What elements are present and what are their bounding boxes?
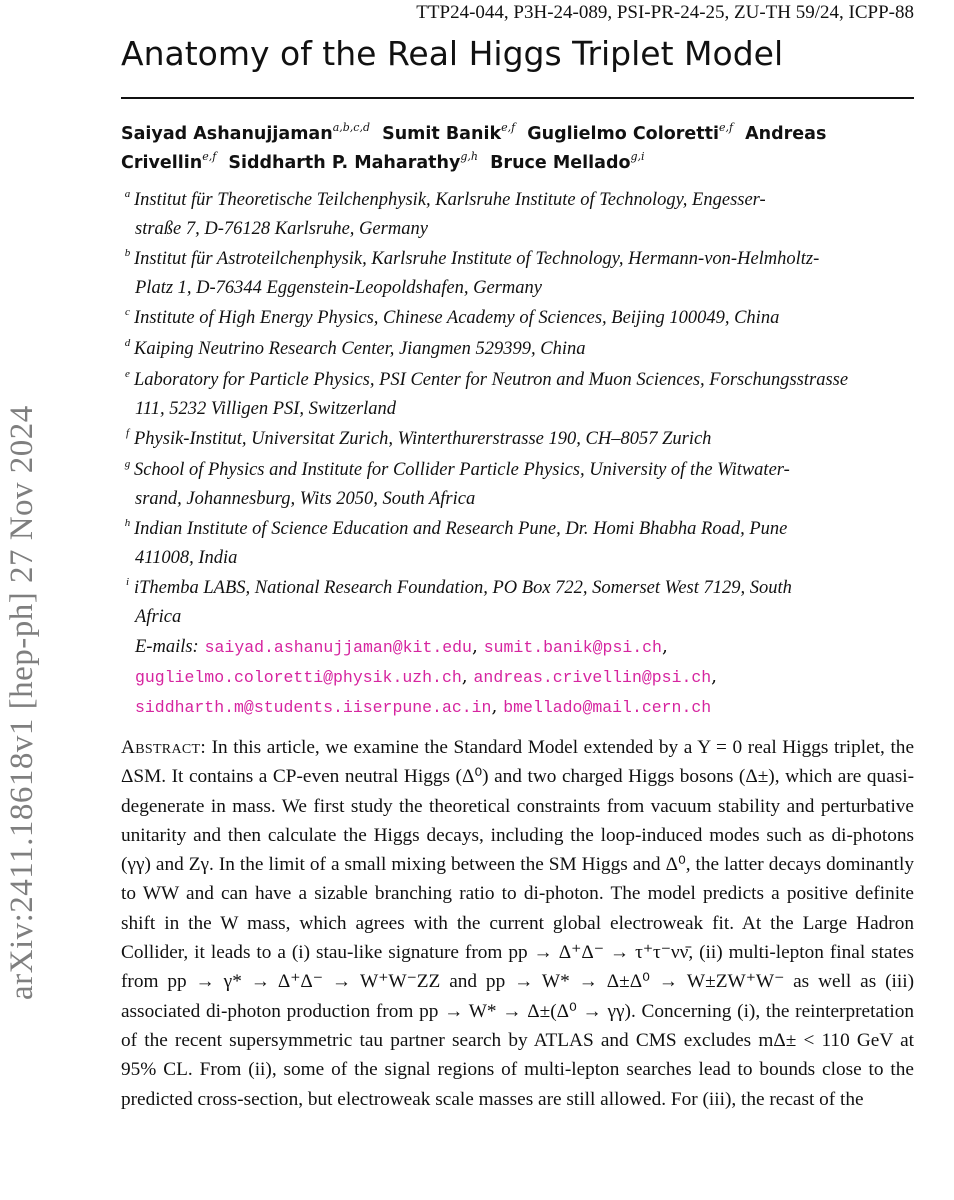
abstract-text: In this article, we examine the Standard Model extended by a Y = 0 real Higgs triplet, the ΔSM. It contains a CP-even neutral Higgs (Δ⁰) and two charged Higgs bosons (Δ±), which are quasi-degenerate in mass. We first study the theoretical constraints from vacuum stability and perturbative unitarity and then calculate the Higgs decays, including the loop-induced modes such as di-photons (γγ) and Zγ. In the limit of a small mixing between the SM Higgs and Δ⁰, the latter decays dominantly to WW and can have a sizable branching ratio to di-photon. The model predicts a positive definite shift in the W mass, which agrees with the current global electroweak fit. At the Large Hadron Collider, it leads to a (i) stau-like signature from pp → Δ⁺Δ⁻ → τ⁺τ⁻νν̄, (ii) multi-lepton final states from pp → γ* → Δ⁺Δ⁻ → W⁺W⁻ZZ and pp → W* → Δ±Δ⁰ → W±ZW⁺W⁻ as well as (iii) associated di-photon production from pp → W* → Δ±(Δ⁰ → γγ). Concerning (i), the reinterpretation of the recent supersymmetric tau partner search by ATLAS and CMS excludes mΔ± < 110 GeV at 95% CL. From (ii), some of the signal regions of multi-lepton searches lead to bounds close to the predicted cross-section, but electroweak scale masses are still allowed. For (iii), the recast of the: [121, 737, 914, 1110]
email-link[interactable]: bmellado@mail.cern.ch: [503, 698, 712, 717]
author-affil-marker: a,b,c,d: [332, 121, 370, 134]
author-name: Andreas Crivellin: [121, 124, 827, 173]
author-name: Bruce Mellado: [490, 153, 631, 173]
affiliation: $^b$ Institut für Astroteilchenphysik, Karlsruhe Institute of Technology, Hermann-von-Helmholtz- Platz 1, D-76344 Eggenstein-Leopoldshafen, Germany: [121, 245, 954, 303]
paper-title: Anatomy of the Real Higgs Triplet Model: [121, 34, 784, 73]
affiliation: $^c$ Institute of High Energy Physics, Chinese Academy of Sciences, Beijing 100049, China: [125, 306, 780, 328]
affiliation: $^a$ Institut für Theoretische Teilchenphysik, Karlsruhe Institute of Technology, Engesser- straße 7, D-76128 Karlsruhe, Germany: [121, 186, 954, 244]
affiliation-text: 411008, India: [135, 548, 238, 568]
affiliation-text: Platz 1, D-76344 Eggenstein-Leopoldshafen, Germany: [135, 278, 542, 298]
affiliation: $^i$ iThemba LABS, National Research Foundation, PO Box 722, Somerset West 7129, South Africa: [121, 574, 954, 632]
abstract: [121, 733, 914, 1114]
affiliation-text: Laboratory for Particle Physics, PSI Center for Neutron and Muon Sciences, Forschungsstrasse: [134, 370, 849, 390]
email-link[interactable]: saiyad.ashanujjaman@kit.edu: [204, 638, 472, 657]
affiliation-text: iThemba LABS, National Research Foundation, PO Box 722, Somerset West 7129, South: [134, 578, 792, 598]
emails-label: E-mails:: [135, 637, 199, 657]
affiliation: $^d$ Kaiping Neutrino Research Center, Jiangmen 529399, China: [124, 337, 586, 359]
affiliation-text: 111, 5232 Villigen PSI, Switzerland: [135, 399, 397, 419]
affiliation-text: Indian Institute of Science Education and Research Pune, Dr. Homi Bhabha Road, Pune: [134, 519, 788, 539]
affiliation-text: Kaiping Neutrino Research Center, Jiangmen 529399, China: [134, 339, 586, 359]
email-link[interactable]: andreas.crivellin@psi.ch: [473, 668, 712, 687]
author-affil-marker: g,i: [630, 150, 645, 163]
affiliation-text: srand, Johannesburg, Wits 2050, South Africa: [135, 489, 476, 509]
author-name: Saiyad Ashanujjaman: [121, 124, 333, 144]
email-link[interactable]: sumit.banik@psi.ch: [483, 638, 662, 657]
author-name: Guglielmo Coloretti: [527, 124, 719, 144]
preprint-numbers: TTP24-044, P3H-24-089, PSI-PR-24-25, ZU-TH 59/24, ICPP-88: [416, 2, 914, 23]
affiliation: $^h$ Indian Institute of Science Education and Research Pune, Dr. Homi Bhabha Road, Pune 411008, India: [121, 515, 954, 573]
abstract-heading: Abstract:: [121, 737, 206, 758]
email-link[interactable]: guglielmo.coloretti@physik.uzh.ch: [135, 668, 462, 687]
affiliation-text: Institute of High Energy Physics, Chinese Academy of Sciences, Beijing 100049, China: [134, 308, 780, 328]
affiliation: $^g$ School of Physics and Institute for Collider Particle Physics, University of the Witwater- srand, Johannesburg, Wits 2050, South Africa: [121, 456, 954, 514]
author-name: Sumit Banik: [382, 124, 502, 144]
email-block: E-mails: saiyad.ashanujjaman@kit.edu, sumit.banik@psi.ch, guglielmo.coloretti@physik.uzh.ch, andreas.crivellin@psi.ch, siddharth.m@students.iiserpune.ac.in, bmellado@mail.cern.ch: [135, 636, 718, 717]
email-link[interactable]: siddharth.m@students.iiserpune.ac.in: [135, 698, 492, 717]
title-rule: [121, 97, 914, 99]
author-affil-marker: e,f: [202, 150, 217, 163]
author-affil-marker: g,h: [460, 150, 478, 163]
affiliation-text: School of Physics and Institute for Collider Particle Physics, University of the Witwater-: [134, 460, 790, 480]
arxiv-side-stamp: arXiv:2411.18618v1 [hep-ph] 27 Nov 2024: [4, 405, 40, 1000]
affiliation: $^e$ Laboratory for Particle Physics, PSI Center for Neutron and Muon Sciences, Forschungsstrasse 111, 5232 Villigen PSI, Switzerland: [121, 366, 954, 424]
author-name: Siddharth P. Maharathy: [228, 153, 461, 173]
affiliation-text: Institut für Astroteilchenphysik, Karlsruhe Institute of Technology, Hermann-von-Helmholtz-: [134, 249, 820, 269]
affiliation-text: Physik-Institut, Universitat Zurich, Winterthurerstrasse 190, CH–8057 Zurich: [134, 429, 712, 449]
affiliation-text: Institut für Theoretische Teilchenphysik, Karlsruhe Institute of Technology, Engesser-: [134, 190, 766, 210]
author-list: [121, 120, 921, 178]
author-affil-marker: e,f: [501, 121, 516, 134]
affiliation: $^f$ Physik-Institut, Universitat Zurich, Winterthurerstrasse 190, CH–8057 Zurich: [125, 427, 712, 449]
affiliation-text: Africa: [135, 607, 182, 627]
affiliation-text: straße 7, D-76128 Karlsruhe, Germany: [135, 219, 428, 239]
author-affil-marker: e,f: [718, 121, 734, 134]
